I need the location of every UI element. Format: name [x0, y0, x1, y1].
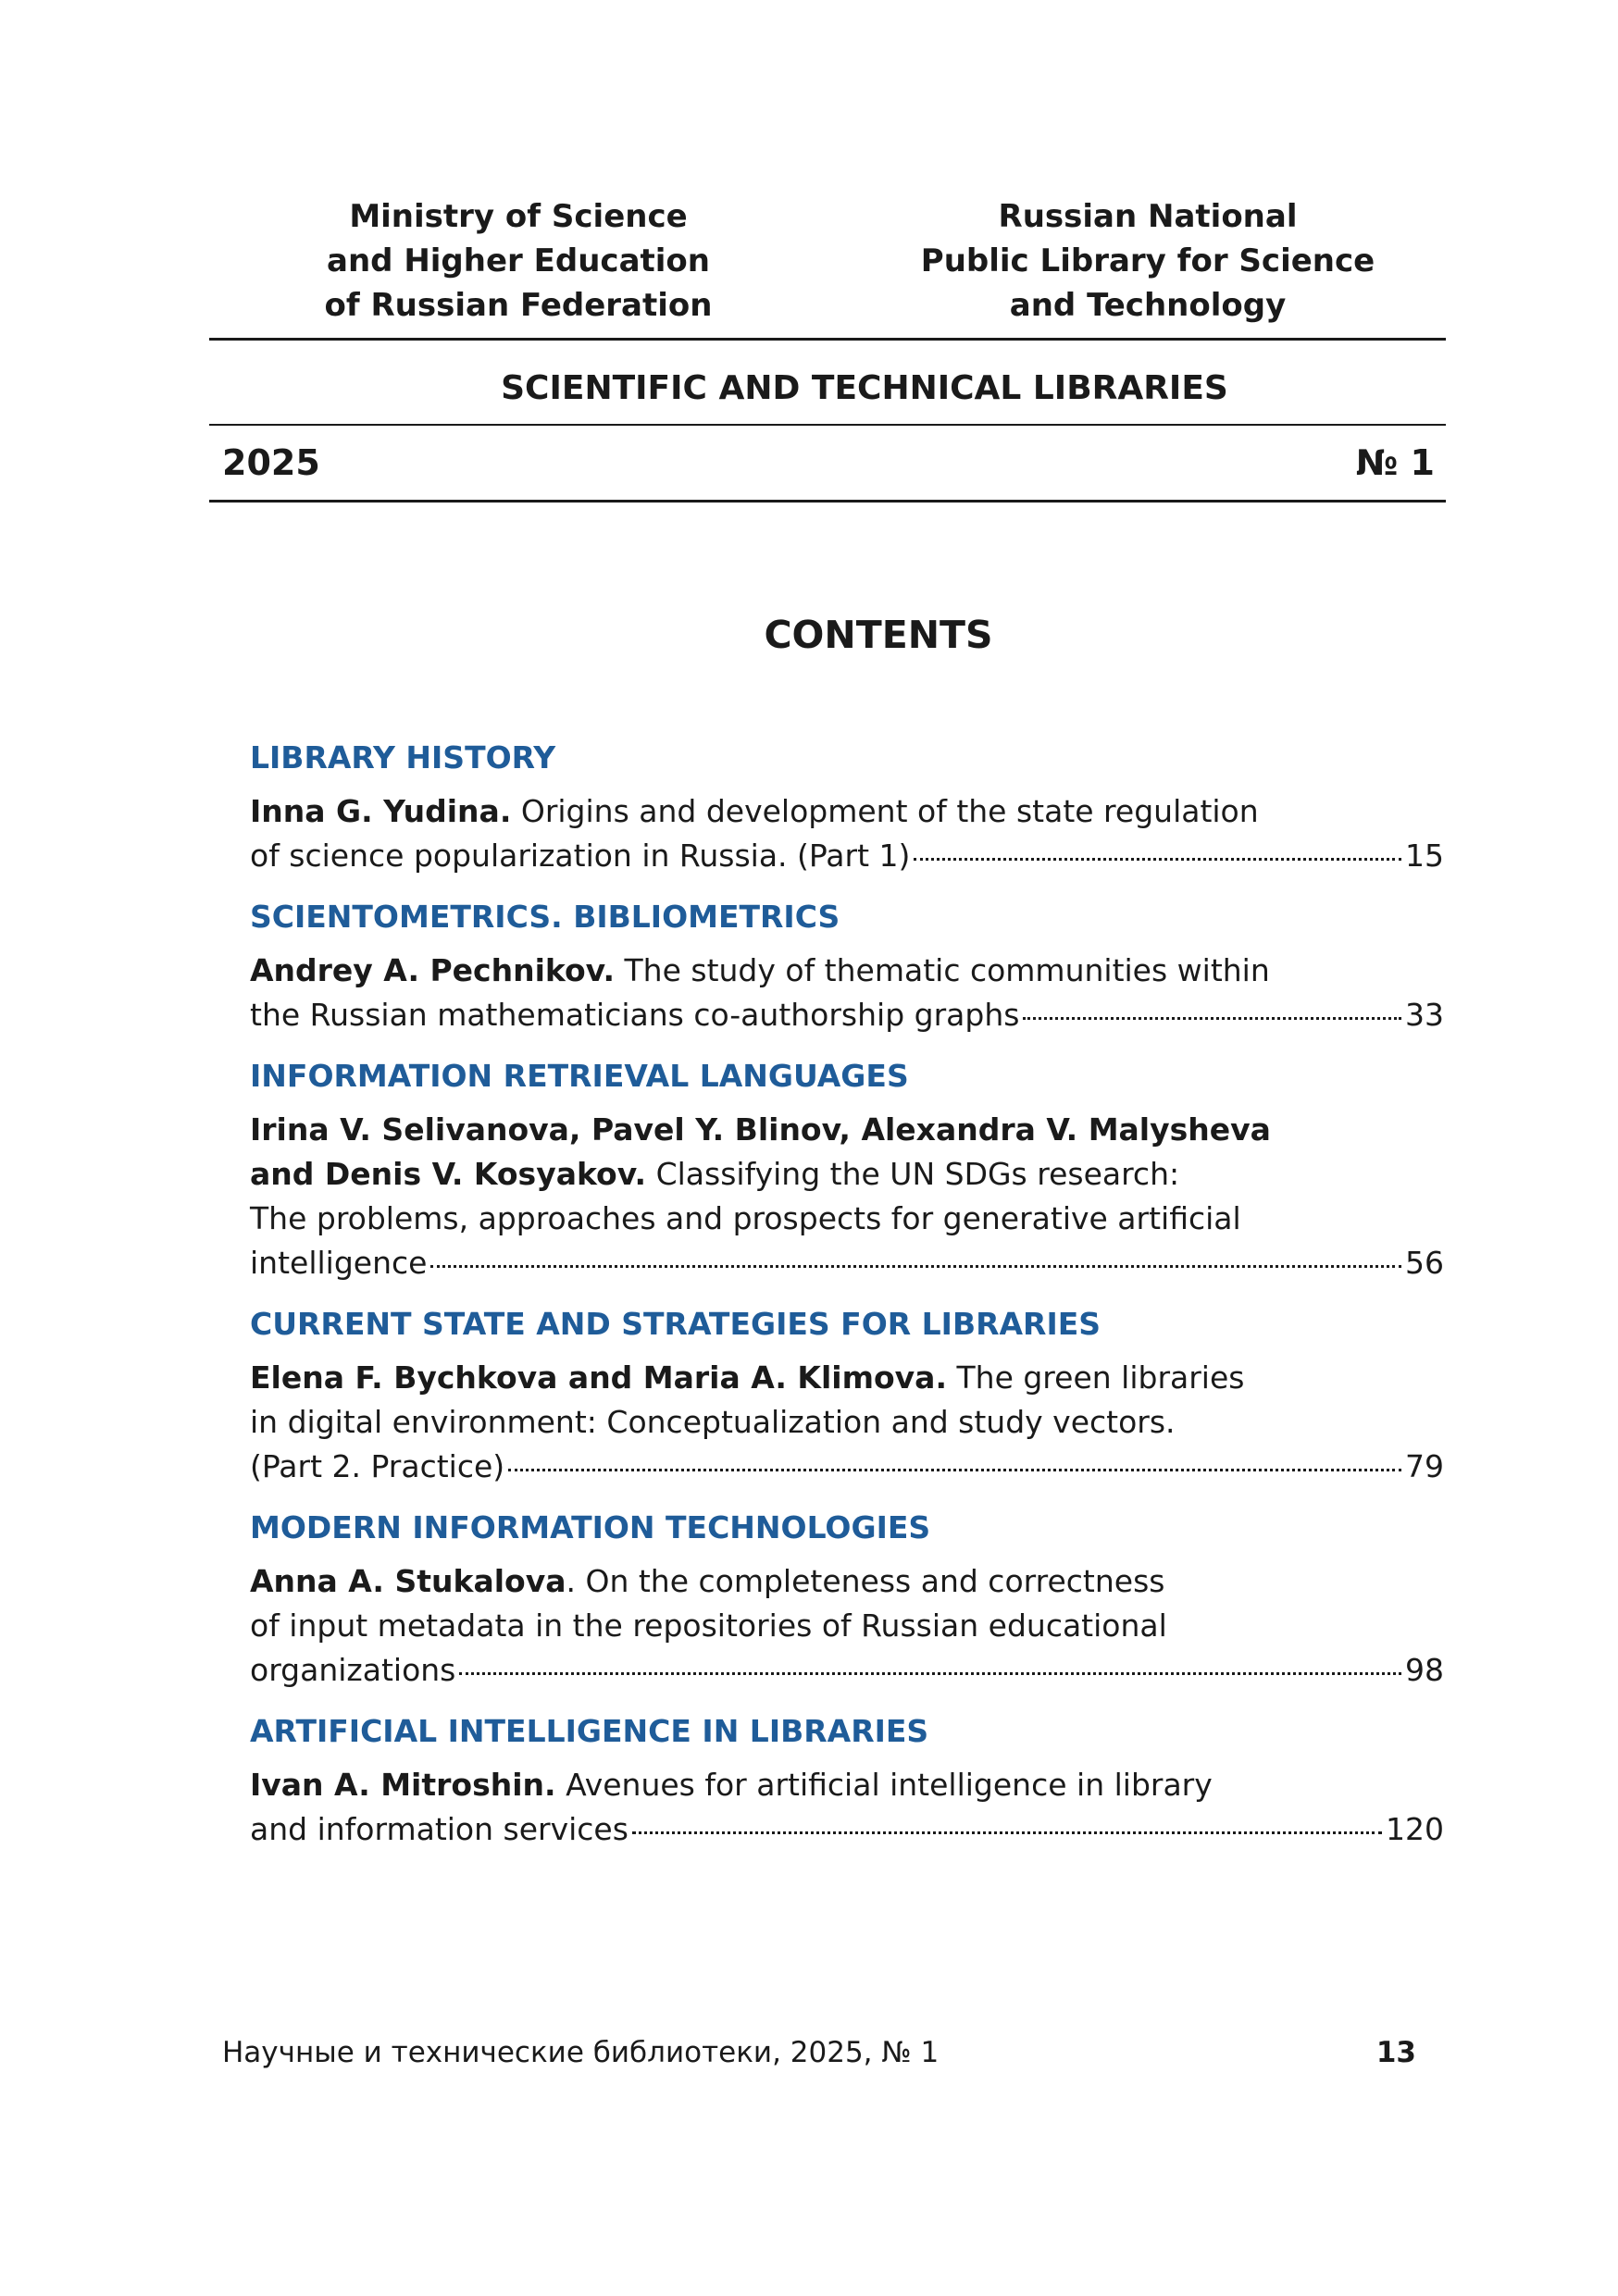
entry-author: Andrey A. Pechnikov.	[250, 952, 616, 988]
entry-line	[250, 1763, 1444, 1807]
entry-title-text: and information services	[250, 1811, 629, 1847]
entry-author: Elena F. Bychkova and Maria A. Klimova.	[250, 1359, 947, 1396]
entry-page-number: 33	[1405, 997, 1444, 1033]
entry-last-line	[250, 1807, 1444, 1852]
publisher-ministry-line-2: and Higher Education	[327, 242, 710, 279]
entry-line	[250, 949, 1444, 993]
publisher-library	[889, 194, 1407, 328]
entry-title-text: . On the completeness and correctness	[566, 1563, 1165, 1599]
entry-title-text: of science popularization in Russia. (Part 1)	[250, 838, 911, 874]
entry-title-text: The problems, approaches and prospects for generative artificial	[250, 1200, 1241, 1236]
entry-last-line	[250, 993, 1444, 1037]
publisher-library-line-1: Russian National	[998, 198, 1298, 235]
header-rule-bottom	[209, 500, 1446, 503]
entry-last-line	[250, 834, 1444, 878]
toc-section-information-retrieval	[250, 1054, 1444, 1285]
section-title: SCIENTOMETRICS. BIBLIOMETRICS	[250, 899, 840, 935]
toc-entry-selivanova[interactable]	[250, 1108, 1444, 1285]
publisher-ministry-line-1: Ministry of Science	[349, 198, 688, 235]
dot-leader	[508, 1469, 1401, 1471]
dot-leader	[430, 1265, 1401, 1268]
toc-entry-mitroshin[interactable]	[250, 1763, 1444, 1852]
entry-page-number: 79	[1405, 1448, 1444, 1484]
table-of-contents	[250, 736, 1444, 1868]
entry-title-text: organizations	[250, 1652, 456, 1688]
issue-number: № 1	[1355, 442, 1435, 483]
footer-journal-citation: Научные и технические библиотеки, 2025, № 1	[222, 2036, 940, 2069]
entry-page-number: 15	[1405, 838, 1444, 874]
publisher-ministry	[259, 194, 778, 328]
entry-title-text: Classifying the UN SDGs research:	[646, 1156, 1180, 1192]
toc-entry-pechnikov[interactable]	[250, 949, 1444, 1037]
publisher-library-line-2: Public Library for Science	[920, 242, 1375, 279]
entry-author: Ivan A. Mitroshin.	[250, 1767, 556, 1803]
journal-title: SCIENTIFIC AND TECHNICAL LIBRARIES	[501, 369, 1228, 407]
entry-author: and Denis V. Kosyakov.	[250, 1156, 647, 1192]
entry-title-text: (Part 2. Practice)	[250, 1448, 505, 1484]
contents-heading: CONTENTS	[764, 613, 993, 657]
entry-last-line	[250, 1241, 1444, 1285]
entry-title-text: the Russian mathematicians co-authorship graphs	[250, 997, 1020, 1033]
dot-leader	[459, 1672, 1401, 1675]
entry-page-number: 98	[1405, 1652, 1444, 1688]
publisher-ministry-line-3: of Russian Federation	[324, 287, 713, 324]
entry-page-number: 56	[1405, 1245, 1444, 1281]
toc-section-scientometrics	[250, 895, 1444, 1037]
entry-line	[250, 1356, 1444, 1400]
entry-author: Irina V. Selivanova, Pavel Y. Blinov, Alexandra V. Malysheva	[250, 1111, 1271, 1148]
dot-leader	[914, 858, 1401, 861]
entry-line	[250, 789, 1444, 834]
header-rule-middle	[209, 424, 1446, 426]
entry-page-number: 120	[1386, 1811, 1444, 1847]
entry-last-line	[250, 1648, 1444, 1693]
publisher-library-line-3: and Technology	[1009, 287, 1287, 324]
toc-section-ai	[250, 1709, 1444, 1852]
footer-page-number: 13	[1375, 2036, 1416, 2069]
dot-leader	[632, 1831, 1382, 1834]
toc-section-modern-it	[250, 1506, 1444, 1693]
entry-line	[250, 1152, 1444, 1197]
toc-entry-bychkova[interactable]	[250, 1356, 1444, 1489]
toc-entry-yudina[interactable]	[250, 789, 1444, 878]
section-title: ARTIFICIAL INTELLIGENCE IN LIBRARIES	[250, 1713, 929, 1749]
entry-title-text: intelligence	[250, 1245, 428, 1281]
entry-title-text: The green libraries	[947, 1359, 1245, 1396]
entry-line	[250, 1559, 1444, 1604]
section-title: LIBRARY HISTORY	[250, 739, 556, 776]
dot-leader	[1023, 1017, 1401, 1020]
toc-section-library-history	[250, 736, 1444, 878]
entry-title-text: Origins and development of the state regulation	[511, 793, 1259, 829]
issue-year: 2025	[222, 442, 320, 483]
section-title: CURRENT STATE AND STRATEGIES FOR LIBRARIES	[250, 1306, 1101, 1342]
toc-entry-stukalova[interactable]	[250, 1559, 1444, 1693]
entry-author: Inna G. Yudina.	[250, 793, 512, 829]
entry-title-text: of input metadata in the repositories of Russian educational	[250, 1607, 1167, 1644]
header-rule-top	[209, 338, 1446, 341]
entry-title-text: in digital environment: Conceptualization and study vectors.	[250, 1404, 1176, 1440]
toc-section-current-state	[250, 1302, 1444, 1489]
entry-title-text: The study of thematic communities within	[615, 952, 1270, 988]
entry-author: Anna A. Stukalova	[250, 1563, 566, 1599]
section-title: MODERN INFORMATION TECHNOLOGIES	[250, 1509, 931, 1545]
section-title: INFORMATION RETRIEVAL LANGUAGES	[250, 1058, 909, 1094]
entry-last-line	[250, 1445, 1444, 1489]
entry-title-text: Avenues for artificial intelligence in library	[555, 1767, 1213, 1803]
